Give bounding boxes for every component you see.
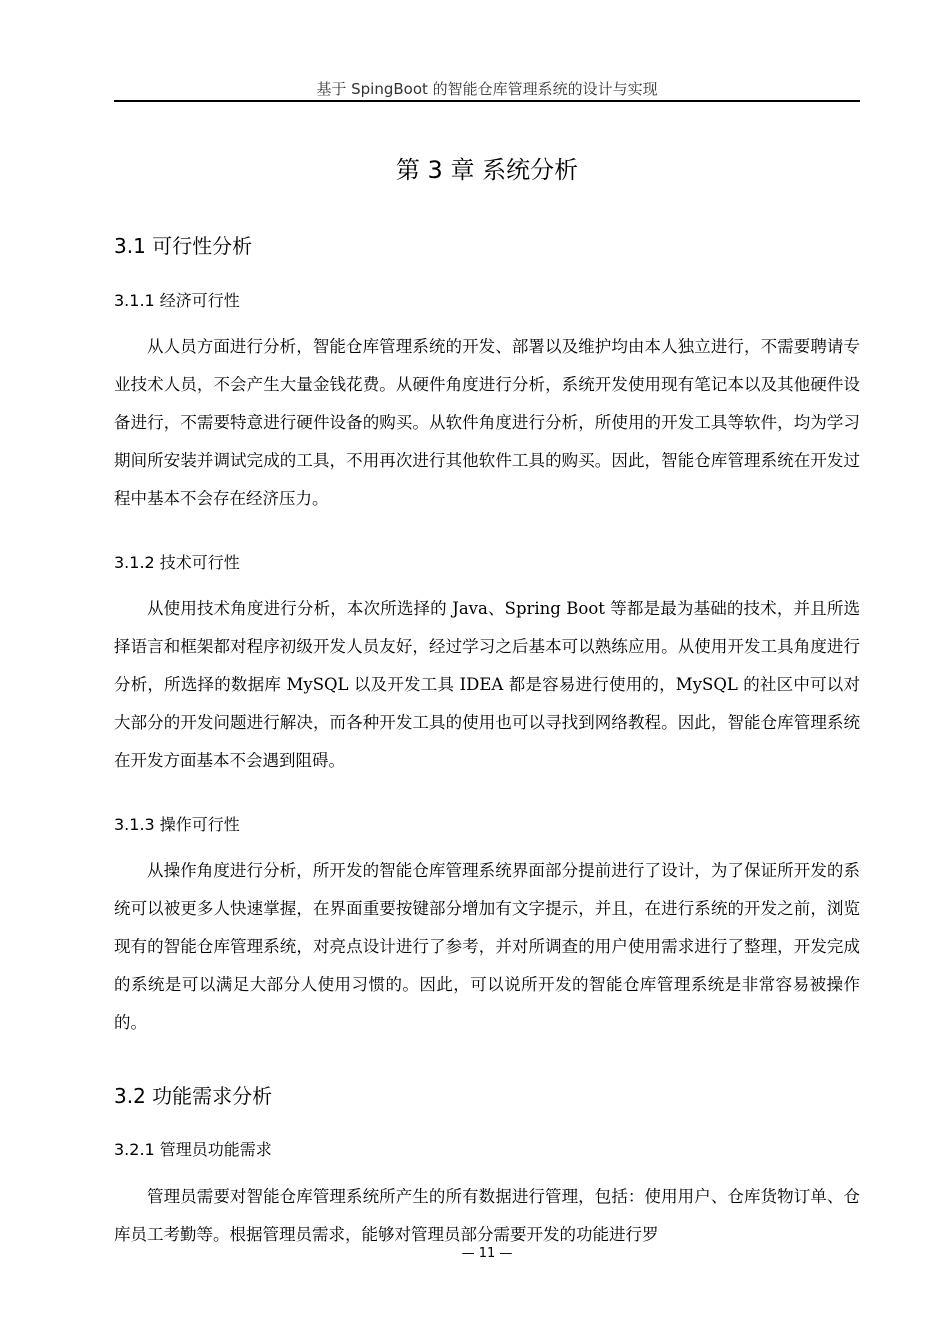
section-3-2-heading: 3.2 功能需求分析 [114,1084,273,1108]
section-3-1-2-heading: 3.1.2 技术可行性 [114,553,240,572]
section-3-1-heading: 3.1 可行性分析 [114,234,253,258]
chapter-title: 第 3 章 系统分析 [395,156,579,184]
section-3-1-2-paragraph: 从使用技术角度进行分析，本次所选择的 Java、Spring Boot 等都是最为基础的技术，并且所选择语言和框架都对程序初级开发人员友好，经过学习之后基本可以熟练应用。从使用开发工具角度进行分析，所选择的数据库 MySQL 以及开发工具 IDEA 都是容易进行使用的，MySQL 的社区中可以对大部分的开发问题进行解决，而各种开发工具的使用也可以寻找到网络教程。因此，智能仓库管理系统在开发方面基本不会遇到阻碍。 [114,599,860,770]
section-3-2-1-heading: 3.2.1 管理员功能需求 [114,1140,272,1159]
section-3-1-3-heading: 3.1.3 操作可行性 [114,815,240,834]
section-3-1-1-heading: 3.1.1 经济可行性 [114,291,240,310]
page-number: — 11 — [461,1246,513,1261]
header-rule [114,100,860,102]
running-header: 基于 SpingBoot 的智能仓库管理系统的设计与实现 [316,80,658,98]
section-3-2-1-paragraph: 管理员需要对智能仓库管理系统所产生的所有数据进行管理，包括：使用用户、仓库货物订单、仓库员工考勤等。根据管理员需求，能够对管理员部分需要开发的功能进行罗 [114,1187,860,1244]
section-3-1-3-paragraph: 从操作角度进行分析，所开发的智能仓库管理系统界面部分提前进行了设计，为了保证所开发的系统可以被更多人快速掌握，在界面重要按键部分增加有文字提示，并且，在进行系统的开发之前，浏览现有的智能仓库管理系统，对亮点设计进行了参考，并对所调查的用户使用需求进行了整理，开发完成的系统是可以满足大部分人使用习惯的。因此，可以说所开发的智能仓库管理系统是非常容易被操作的。 [114,861,860,1032]
section-3-1-1-paragraph: 从人员方面进行分析，智能仓库管理系统的开发、部署以及维护均由本人独立进行，不需要聘请专业技术人员，不会产生大量金钱花费。从硬件角度进行分析，系统开发使用现有笔记本以及其他硬件设备进行，不需要特意进行硬件设备的购买。从软件角度进行分析，所使用的开发工具等软件，均为学习期间所安装并调试完成的工具，不用再次进行其他软件工具的购买。因此，智能仓库管理系统在开发过程中基本不会存在经济压力。 [114,337,860,508]
